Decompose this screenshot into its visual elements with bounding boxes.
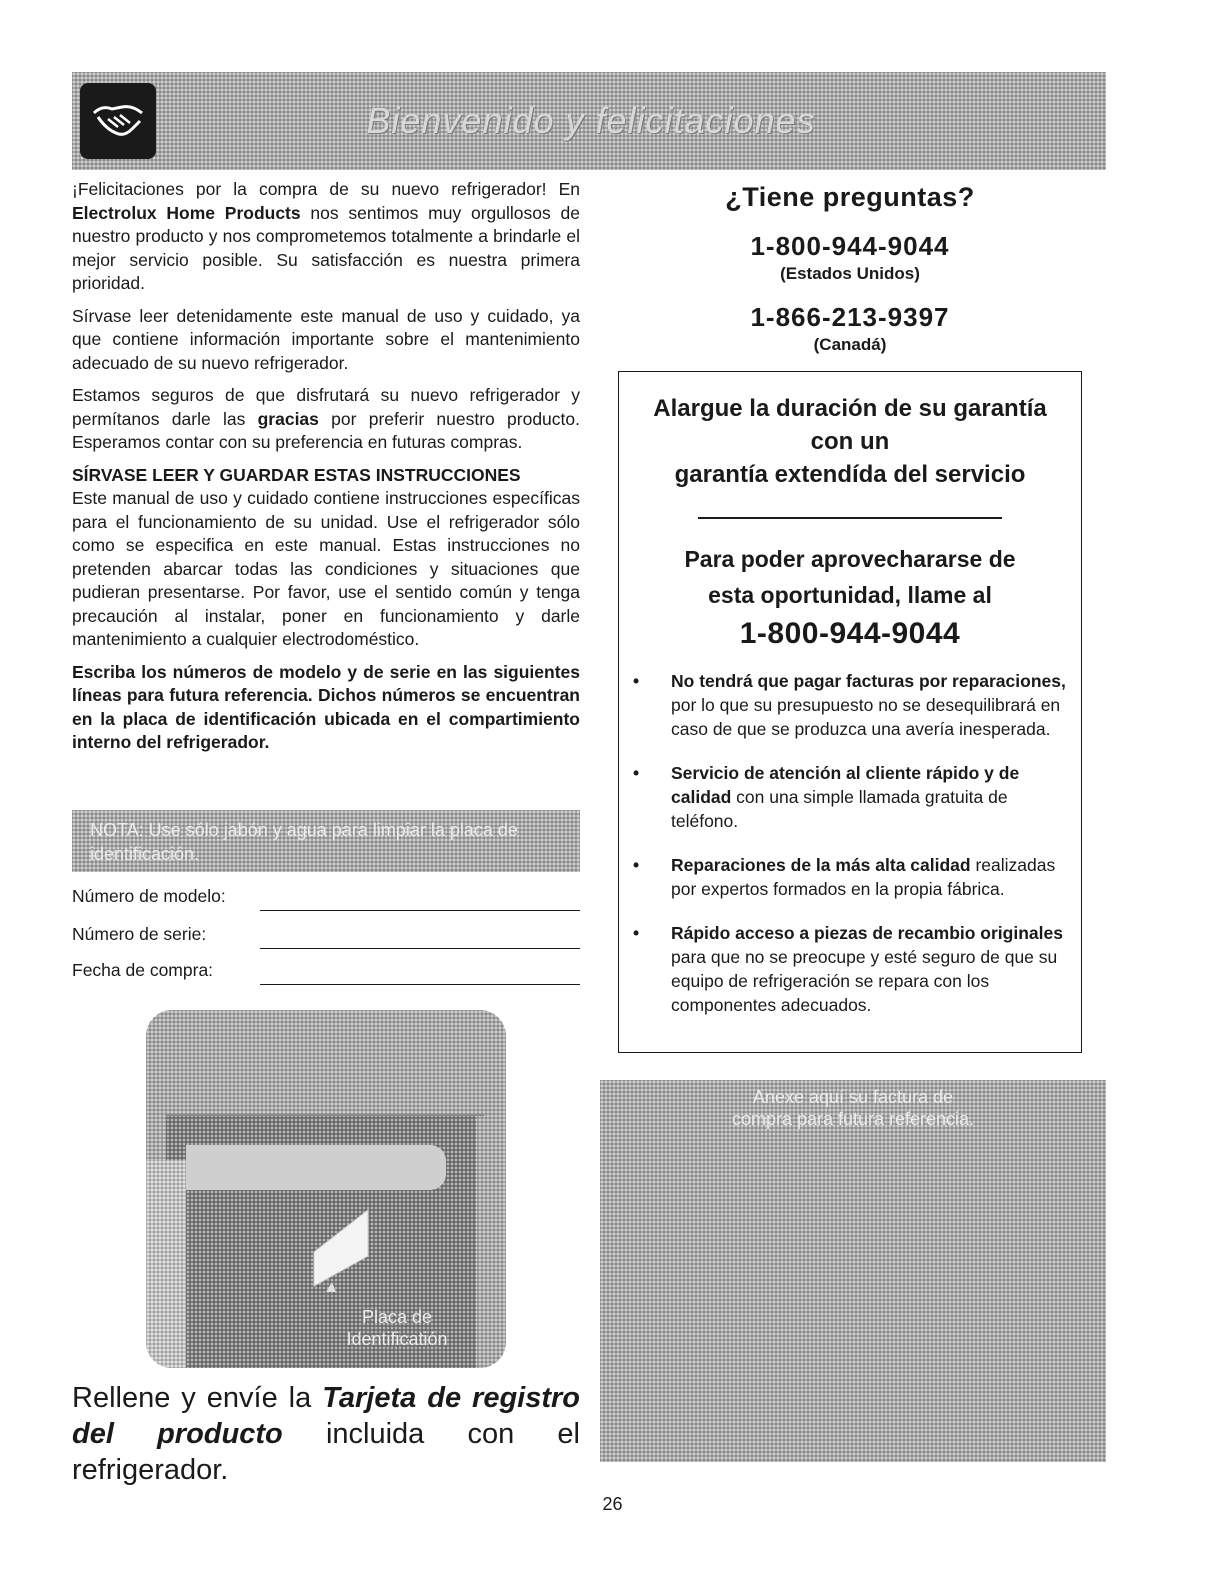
id-plate-label-line1: Placa de — [361, 1307, 433, 1327]
serial-number-line — [260, 948, 580, 949]
extended-warranty-box — [618, 371, 1082, 1053]
model-number-row — [72, 886, 580, 916]
page-number: 26 — [602, 1494, 623, 1514]
region-us: (Estados Unidos) — [780, 264, 920, 283]
benefit-title: Servicio de atención al cliente rápido y de calidad — [671, 763, 1020, 807]
phone-canada: 1-866-213-9397 — [750, 302, 950, 332]
receipt-attach-text — [600, 1086, 1106, 1130]
intro-text: ¡Felicitaciones por la compra de su nuevo refrigerador! En — [72, 179, 580, 199]
model-number-line — [260, 910, 580, 911]
bullet-icon: • — [633, 855, 640, 875]
warranty-subtitle-line1: Para poder aprovechararse de — [684, 546, 1016, 572]
header-banner — [72, 72, 1106, 170]
purchase-date-row — [72, 960, 580, 990]
fridge-illustration — [146, 1010, 506, 1368]
intro-text: nos sentimos muy orgullosos de nuestro producto y nos comprometemos totalmente a brindarle el mejor servicio posible. Su satisfacción es nuestra primera prioridad. — [72, 202, 580, 293]
benefit-title: No tendrá que pagar facturas por reparaciones, — [671, 671, 1066, 691]
purchase-date-label: Fecha de compra: — [72, 960, 214, 980]
benefits-list — [619, 669, 1081, 1017]
contact-block — [618, 178, 1082, 355]
bullet-icon: • — [633, 671, 640, 691]
list-item — [619, 761, 1081, 833]
left-column — [72, 178, 580, 755]
benefit-text: por lo que su presupuesto no se desequilibrará en caso de que se produzca una avería inesperada. — [671, 695, 1061, 739]
fridge-shelf — [186, 1145, 446, 1190]
list-item — [619, 669, 1081, 741]
intro-paragraph-2: Sírvase leer detenidamente este manual de uso y cuidado, ya que contiene información importante sobre el mantenimiento adecuado de su nuevo refrigerador. — [72, 305, 580, 373]
handshake-icon-graphic — [88, 93, 148, 149]
registration-note — [72, 1380, 580, 1488]
warranty-subtitle — [619, 541, 1081, 613]
intro-paragraph-1 — [72, 178, 580, 296]
intro-paragraph-3 — [72, 384, 580, 455]
receipt-attach-area — [600, 1080, 1106, 1462]
register-text: incluida con el refrigerador. — [72, 1418, 581, 1486]
benefit-text: para que no se preocupe y esté seguro de que su equipo de refrigeración se repara con los componentes adecuados. — [671, 947, 1058, 1015]
warranty-phone: 1-800-944-9044 — [739, 617, 961, 650]
fridge-frame — [166, 1114, 484, 1146]
fridge-door — [146, 1160, 186, 1368]
model-number-label: Número de modelo: — [72, 886, 226, 906]
benefit-text: realizadas por expertos formados en la propia fábrica. — [671, 855, 1056, 899]
registration-card-name: Tarjeta de registro del producto — [72, 1382, 581, 1450]
id-plate-label — [322, 1306, 472, 1350]
benefit-title: Reparaciones de la más alta calidad — [671, 855, 971, 875]
id-plate-icon — [306, 1206, 376, 1296]
handshake-icon — [80, 83, 156, 159]
receipt-attach-line2: compra para futura referencia. — [731, 1109, 975, 1129]
nota-box: NOTA: Use sólo jabón y agua para limpiar la placa de identificación. — [72, 810, 580, 872]
brand-name: Electrolux Home Products — [72, 202, 301, 223]
divider — [698, 517, 1002, 519]
benefit-title: Rápido acceso a piezas de recambio originales — [671, 923, 1063, 943]
bullet-icon: • — [633, 923, 640, 943]
questions-heading: ¿Tiene preguntas? — [725, 182, 975, 212]
warranty-title-line3: garantía extendída del servicio — [674, 461, 1026, 488]
record-note: Escriba los números de modelo y de serie en las siguientes líneas para futura referencia. Dichos números se encuentran en la placa de identificación ubicada en el compartimiento interno del refrigerador. — [72, 661, 580, 752]
page-title: Bienvenido y felicitaciones — [366, 100, 816, 141]
intro-text: Estamos seguros de que disfrutará su nuevo refrigerador y permítanos darle las — [72, 385, 580, 429]
warranty-title — [619, 392, 1081, 491]
intro-text: por preferir nuestro producto. Esperamos contar con su preferencia en futuras compras. — [72, 408, 580, 452]
thanks-word: gracias — [257, 408, 319, 429]
list-item — [619, 853, 1081, 901]
id-plate-label-line2: Identificatión — [346, 1329, 448, 1349]
list-item — [619, 921, 1081, 1017]
warranty-title-line1: Alargue la duración de su garantía — [653, 395, 1047, 422]
region-canada: (Canadá) — [813, 335, 887, 354]
receipt-attach-line1: Anexe aquí su factura de — [752, 1087, 954, 1107]
serial-number-row — [72, 924, 580, 954]
phone-us: 1-800-944-9044 — [750, 231, 950, 261]
bullet-icon: • — [633, 763, 640, 783]
register-text: Rellene y envíe la — [72, 1382, 323, 1414]
purchase-date-line — [260, 984, 580, 985]
warranty-subtitle-line2: esta oportunidad, llame al — [708, 582, 992, 608]
warranty-title-line2: con un — [810, 428, 890, 455]
serial-number-label: Número de serie: — [72, 924, 207, 944]
benefit-text: con una simple llamada gratuita de teléfono. — [671, 787, 1008, 831]
instructions-body: Este manual de uso y cuidado contiene instrucciones específicas para el funcionamiento de su unidad. Use el refrigerador sólo como se especifica en este manual. Estas instrucciones no pretenden abarcar todas las condiciones y situaciones que pudieran presentarse. Por favor, use el sentido común y tenga precaución al instalar, poner en funcionamiento y darle mantenimiento a cualquier electrodoméstico. — [72, 488, 580, 649]
instructions-heading: SÍRVASE LEER Y GUARDAR ESTAS INSTRUCCIONES — [72, 464, 521, 485]
